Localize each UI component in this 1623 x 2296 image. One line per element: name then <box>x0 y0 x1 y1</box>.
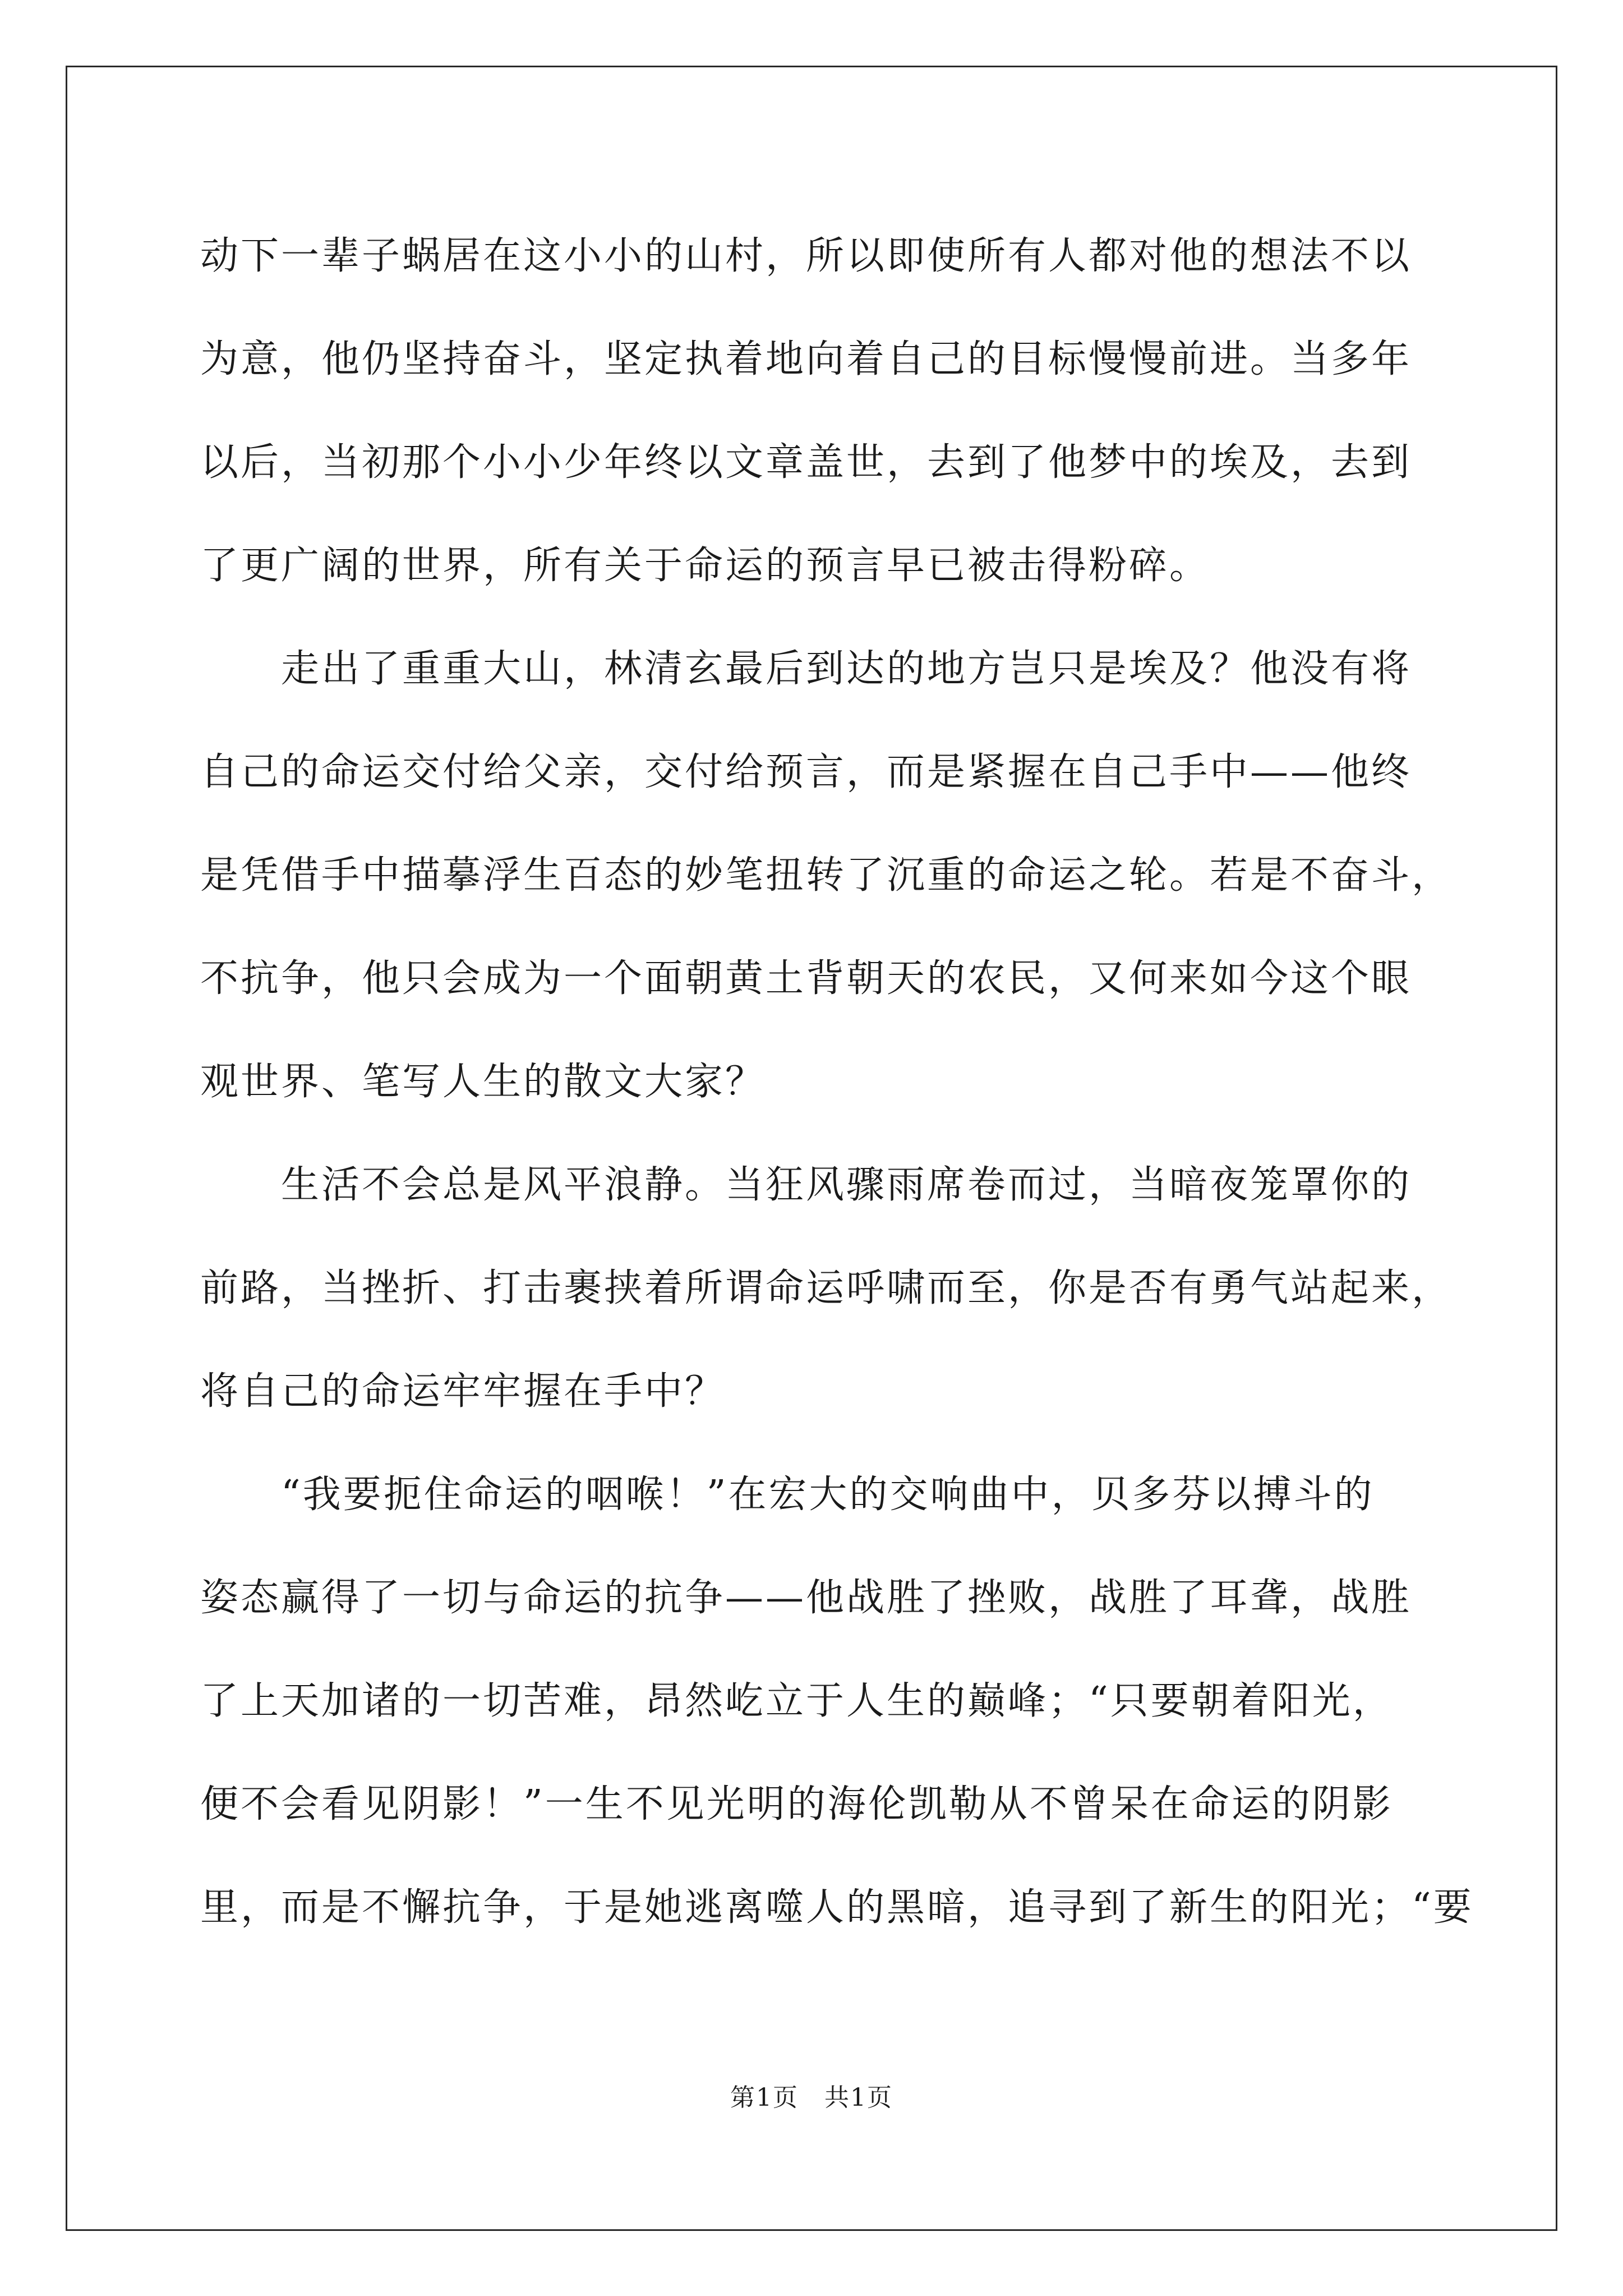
text-line: 不抗争，他只会成为一个面朝黄土背朝天的农民，又何来如今这个眼 <box>200 956 1412 1001</box>
text-line: 了更广阔的世界，所有关于命运的预言早已被击得粉碎。 <box>200 544 1210 588</box>
text-line: 里，而是不懈抗争，于是她逃离噬人的黑暗，追寻到了新生的阳光；“要 <box>200 1885 1474 1930</box>
text-line: 自己的命运交付给父亲，交付给预言，而是紧握在自己手中——他终 <box>200 750 1412 794</box>
text-line: 观世界、笔写人生的散文大家？ <box>200 1060 766 1104</box>
page-footer: 第1页 共1页 <box>730 2083 893 2112</box>
text-line: 将自己的命运牢牢握在手中？ <box>200 1369 726 1414</box>
text-line: 走出了重重大山，林清玄最后到达的地方岂只是埃及？他没有将 <box>200 647 1412 691</box>
text-line: 是凭借手中描摹浮生百态的妙笔扭转了沉重的命运之轮。若是不奋斗， <box>200 853 1453 898</box>
text-line: 生活不会总是风平浪静。当狂风骤雨席卷而过，当暗夜笼罩你的 <box>200 1163 1412 1207</box>
text-line: 为意，他仍坚持奋斗，坚定执着地向着自己的目标慢慢前进。当多年 <box>200 337 1412 381</box>
text-line: 姿态赢得了一切与命运的抗争——他战胜了挫败，战胜了耳聋，战胜 <box>200 1576 1412 1620</box>
text-line: 了上天加诸的一切苦难，昂然屹立于人生的巅峰；“只要朝着阳光， <box>200 1679 1393 1723</box>
text-line: 以后，当初那个小小少年终以文章盖世，去到了他梦中的埃及，去到 <box>200 440 1412 485</box>
text-line: 便不会看见阴影！”一生不见光明的海伦凯勒从不曾呆在命运的阴影 <box>200 1782 1393 1826</box>
text-line: “我要扼住命运的咽喉！”在宏大的交响曲中，贝多芬以搏斗的 <box>200 1473 1375 1517</box>
text-line: 动下一辈子蜗居在这小小的山村，所以即使所有人都对他的想法不以 <box>200 234 1412 278</box>
text-line: 前路，当挫折、打击裹挟着所谓命运呼啸而至，你是否有勇气站起来， <box>200 1266 1453 1310</box>
